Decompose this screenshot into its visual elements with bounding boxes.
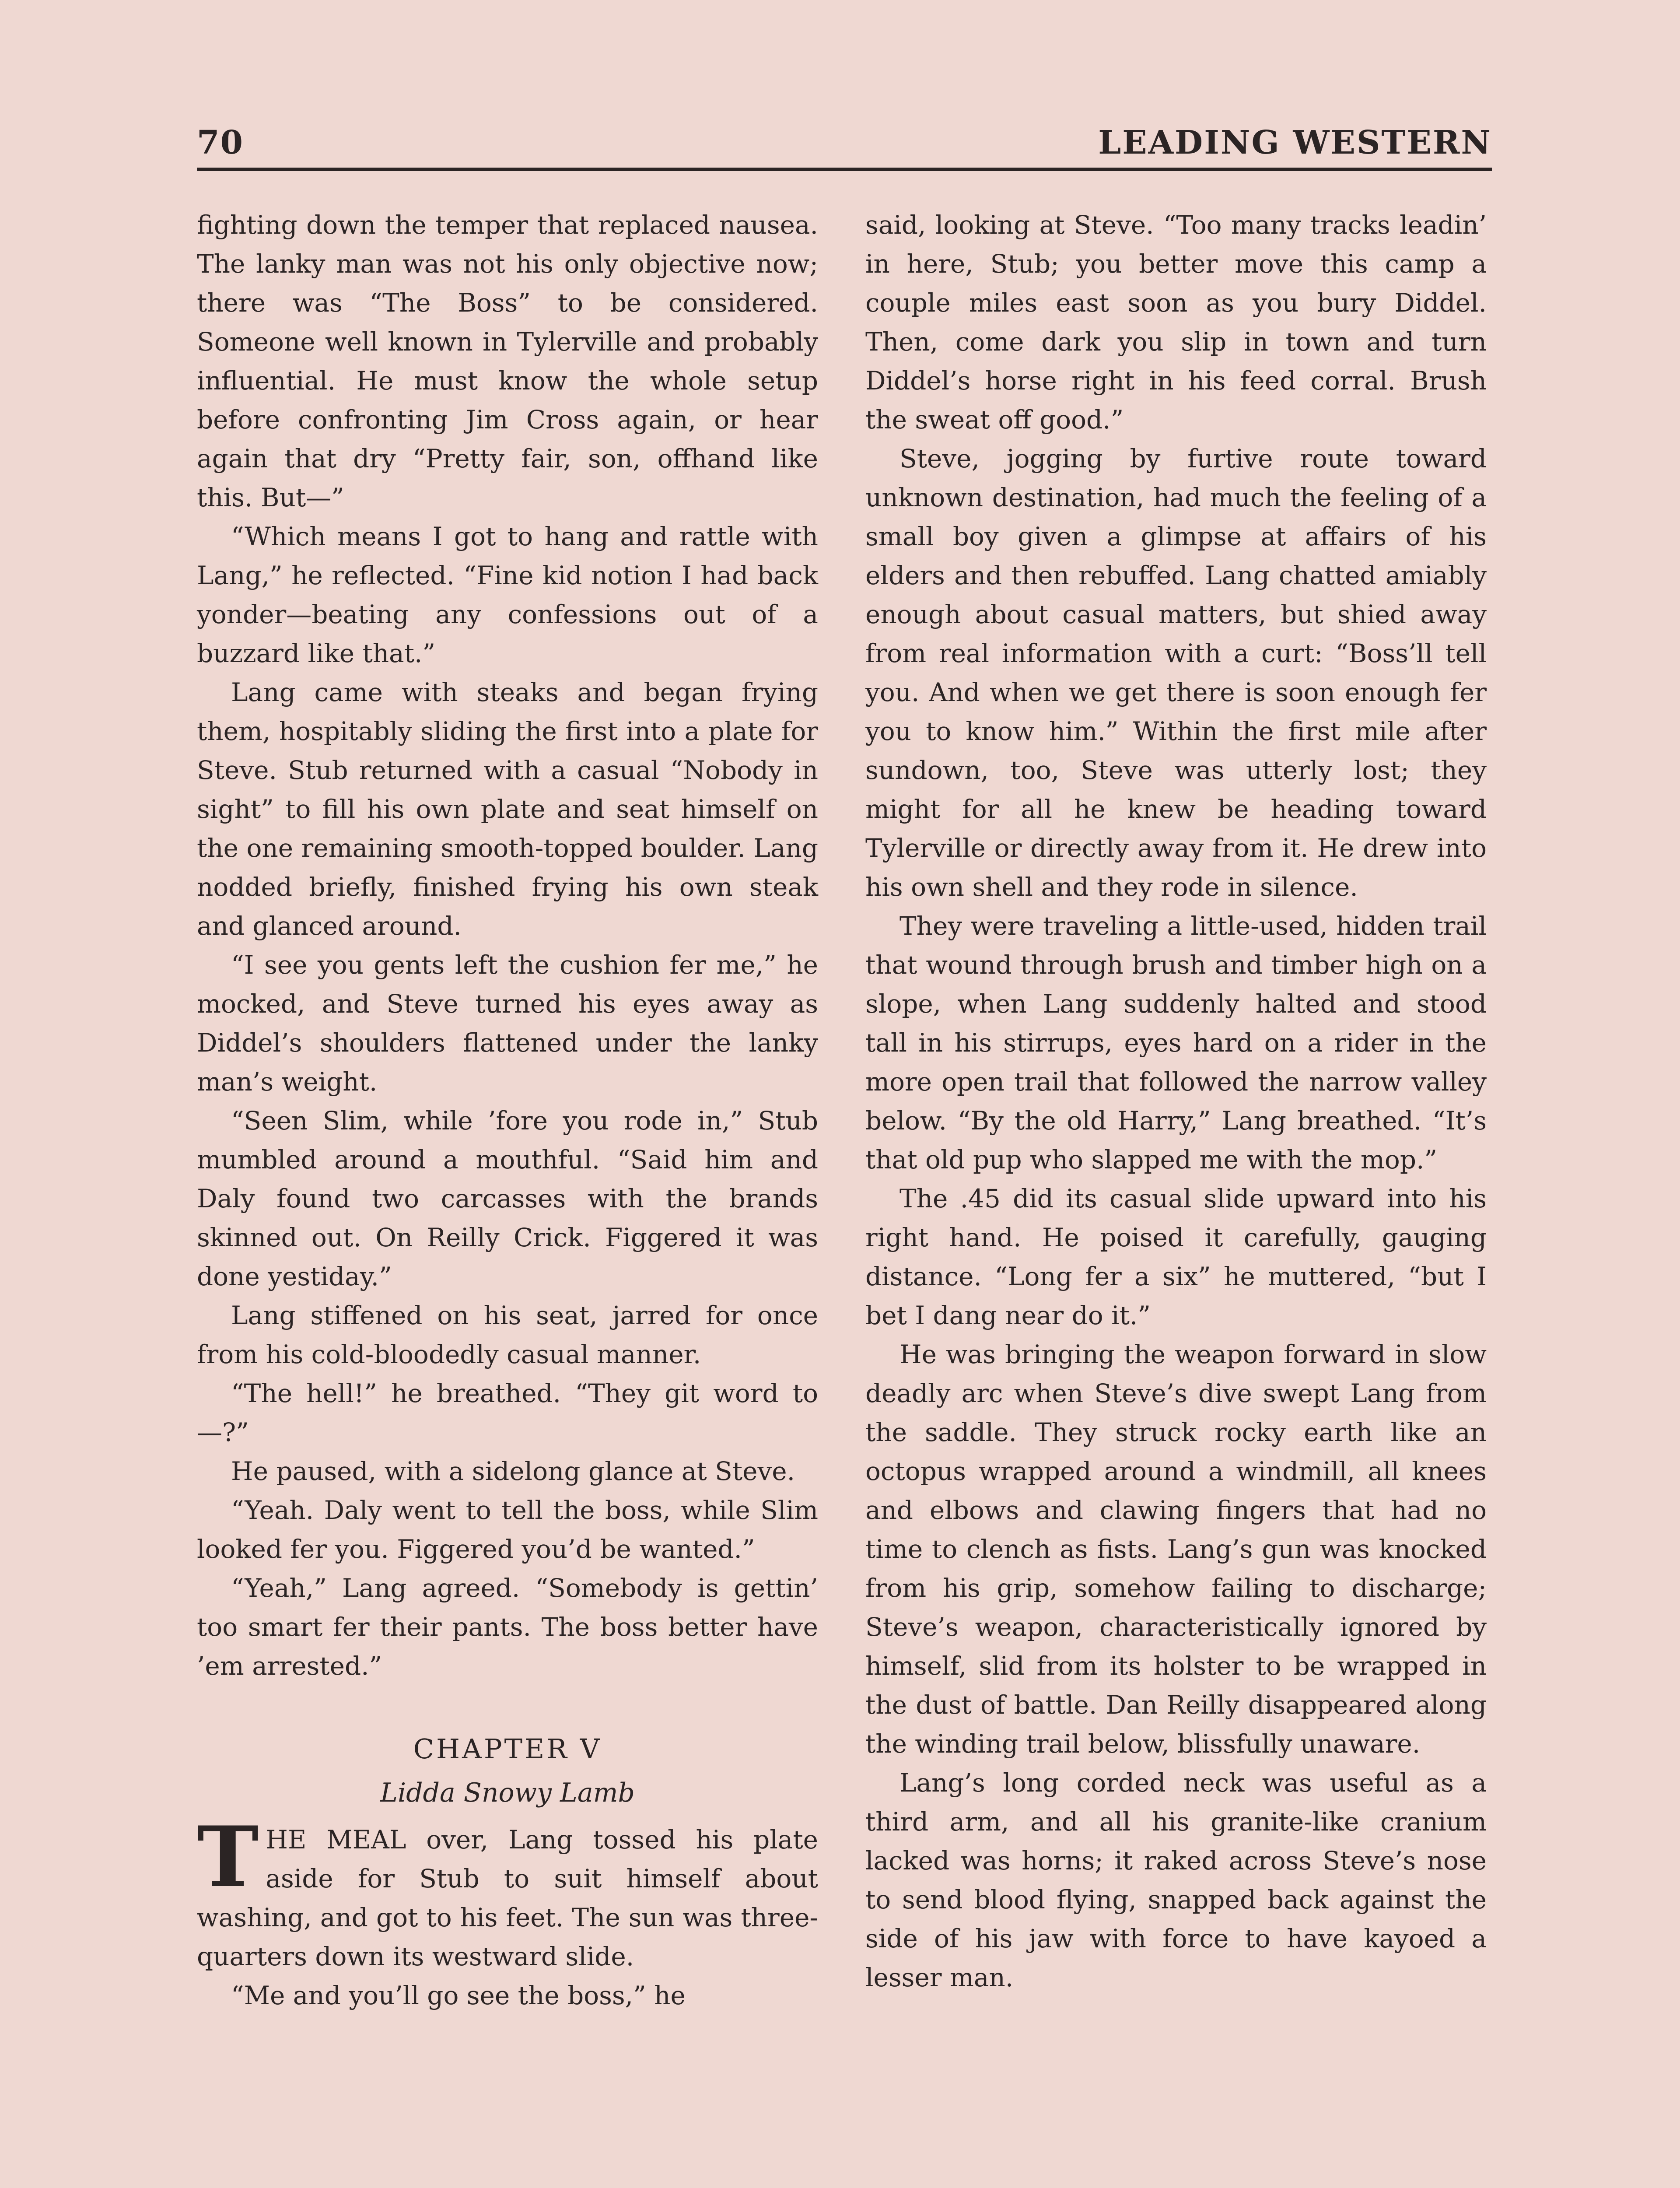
paragraph: said, looking at Steve. “Too many tracks leadin’ in here, Stub; you better move this camp a couple miles east soon as you bury Diddel. Then, come dark you slip in town and turn Diddel’s horse right in his feed corral. Brush the sweat off good.” — [865, 210, 1487, 435]
paragraph: “Yeah,” Lang agreed. “Somebody is gettin’ too smart fer their pants. The boss better have ’em arrested.” — [197, 1573, 818, 1681]
paragraph: “Which means I got to hang and rattle with Lang,” he reflected. “Fine kid notion I had back yonder—beating any confessions out of a buzzard like that.” — [197, 522, 818, 668]
right-column — [865, 206, 1487, 1997]
paragraph: “The hell!” he breathed. “They git word to—?” — [197, 1378, 818, 1447]
paragraph: fighting down the temper that replaced nausea. The lanky man was not his only objective now; there was “The Boss” to be considered. Someone well known in Tylerville and probably influential. He must know the whole setup before confronting Jim Cross again, or hear again that dry “Pretty fair, son, offhand like this. But—” — [197, 210, 818, 512]
paragraph: Steve, jogging by furtive route toward unknown destination, had much the feeling of a small boy given a glimpse at affairs of his elders and then rebuffed. Lang chatted amiably enough about casual matters, but shied away from real information with a curt: “Boss’ll tell you. And when we get there is soon enough fer you to know him.” Within the first mile after sundown, too, Steve was utterly lost; they might for all he knew be heading toward Tylerville or directly away from it. He drew into his own shell and they rode in silence. — [865, 444, 1487, 902]
page-number: 70 — [197, 124, 244, 161]
paragraph: “Yeah. Daly went to tell the boss, while Slim looked fer you. Figgered you’d be wanted.” — [197, 1495, 818, 1564]
chapter-heading: CHAPTER V — [413, 1733, 602, 1765]
paragraph: Lang’s long corded neck was useful as a third arm, and all his granite-like cranium lacked was horns; it raked across Steve’s nose to send blood flying, snapped back against the side of his jaw with force to have kayoed a lesser man. — [865, 1768, 1487, 1992]
paragraph: Lang stiffened on his seat, jarred for once from his cold-bloodedly casual manner. — [197, 1301, 818, 1369]
paragraph: The .45 did its casual slide upward into his right hand. He poised it carefully, gauging distance. “Long fer a six” he muttered, “but I bet I dang near do it.” — [865, 1184, 1487, 1330]
magazine-title: LEADING WESTERN — [1098, 124, 1492, 161]
paragraph: They were traveling a little-used, hidden trail that wound through brush and timber high on a slope, when Lang suddenly halted and stood tall in his stirrups, eyes hard on a rider in the more open trail that followed the narrow valley below. “By the old Harry,” Lang breathed. “It’s that old pup who slapped me with the mop.” — [865, 911, 1487, 1175]
chapter-opening — [197, 1808, 818, 1976]
paragraph: He was bringing the weapon forward in slow deadly arc when Steve’s dive swept Lang from the saddle. They struck rocky earth like an octopus wrapped around a windmill, all knees and elbows and clawing fingers that had no time to clench as fists. Lang’s gun was knocked from his grip, somehow failing to discharge; Steve’s weapon, characteristically ignored by himself, slid from its holster to be wrapped in the dust of battle. Dan Reilly disappeared along the winding trail below, blissfully unaware. — [865, 1339, 1487, 1759]
paragraph: “I see you gents left the cushion fer me,” he mocked, and Steve turned his eyes away as Diddel’s shoulders flattened under the lanky man’s weight. — [197, 950, 818, 1097]
paragraph: “Me and you’ll go see the boss,” he — [231, 1981, 686, 2010]
chapter-subtitle: Lidda Snowy Lamb — [380, 1778, 635, 1808]
paragraph: He paused, with a sidelong glance at Steve. — [231, 1456, 795, 1486]
paragraph: “Seen Slim, while ’fore you rode in,” Stub mumbled around a mouthful. “Said him and Daly found two carcasses with the brands skinned out. On Reilly Crick. Figgered it was done yestiday.” — [197, 1106, 818, 1291]
page-header — [197, 122, 1492, 171]
paragraph: Lang came with steaks and began frying them, hospitably sliding the first into a plate for Steve. Stub returned with a casual “Nobody in sight” to fill his own plate and seat himself on the one remaining smooth-topped boulder. Lang nodded briefly, finished frying his own steak and glanced around. — [197, 677, 818, 941]
drop-cap: T — [197, 1808, 259, 1906]
paragraph: HE MEAL over, Lang tossed his plate aside for Stub to suit himself about washing, and got to his feet. The sun was three-quarters down its westward slide. — [197, 1825, 818, 1971]
left-column — [197, 206, 818, 2015]
